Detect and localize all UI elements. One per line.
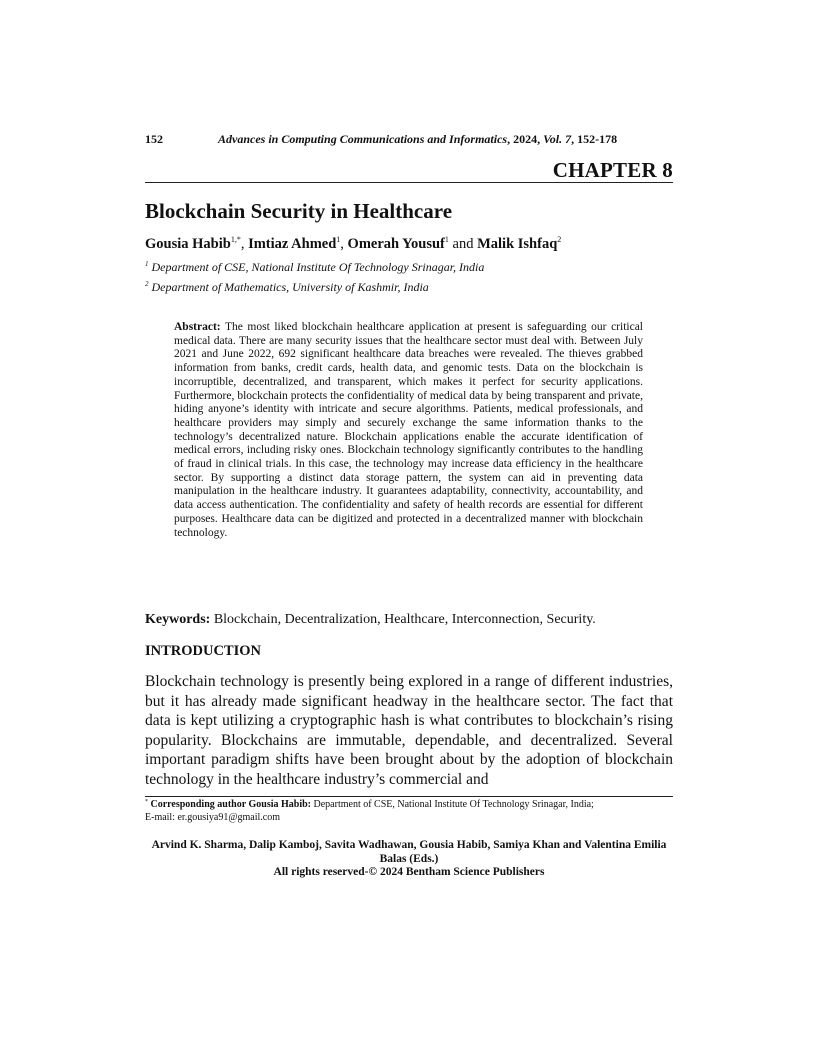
section-heading: INTRODUCTION: [145, 643, 262, 659]
journal-citation: [218, 132, 617, 147]
affiliation-marker: 1: [145, 260, 149, 268]
keywords: [145, 612, 673, 628]
keywords-text: Blockchain, Decentralization, Healthcare, Interconnection, Security.: [213, 612, 596, 627]
author-name: Imtiaz Ahmed: [248, 236, 337, 252]
copyright-line: All rights reserved-© 2024 Bentham Science Publishers: [273, 866, 545, 878]
author-name: Gousia Habib: [145, 236, 231, 252]
affiliation-text: Department of Mathematics, University of Kashmir, India: [151, 280, 429, 294]
footnote-email: E-mail: er.gousiya91@gmail.com: [145, 811, 281, 823]
abstract-text: The most liked blockchain healthcare application at present is safeguarding our critical medical data. There are many security issues that the healthcare sector must deal with. Between July 2021 and June 2022, 692 significant healthcare data breaches were revealed. The thieves grabbed information from banks, credit cards, health data, and genomic tests. Data on the blockchain is incorruptible, decentralized, and transparent, which makes it perfect for security applications. Furthermore, blockchain protects the confidentiality of medical data by being transparent and private, hiding anyone’s identity with intricate and secure algorithms. Patients, medical professionals, and healthcare providers may simply and securely exchange the same information thanks to the technology’s decentralized nature. Blockchain applications enable the accurate identification of medical errors, including risky ones. Blockchain technology significantly contributes to the handling of fraud in clinical trials. In this case, the technology may increase data efficiency in the healthcare sector. By supporting a distinct data storage pattern, the system can aid in preventing data manipulation in the healthcare industry. It guarantees adaptability, connectivity, accountability, and data access authentication. The confidentiality and safety of health records are essential for different purposes. Healthcare data can be digitized and protected in a decentralized manner with blockchain technology.: [174, 321, 643, 539]
affiliation-text: Department of CSE, National Institute Of Technology Srinagar, India: [151, 260, 485, 274]
author-name: Malik Ishfaq: [477, 236, 558, 252]
author-separator: ,: [340, 236, 348, 252]
author-list: [145, 236, 561, 253]
journal-pages: , 152-178: [571, 132, 618, 146]
author-affil-marker: 1: [444, 235, 449, 244]
chapter-divider: [145, 182, 673, 183]
affiliation: [145, 260, 484, 275]
journal-volume: Vol. 7: [543, 132, 572, 146]
chapter-label: CHAPTER 8: [552, 158, 673, 182]
abstract-label: Abstract:: [174, 321, 221, 333]
author-separator: and: [448, 236, 478, 252]
footnote-label: Corresponding author Gousia Habib:: [150, 799, 312, 810]
footnote-divider: [145, 796, 673, 797]
introduction-paragraph: Blockchain technology is presently being explored in a range of different industries, but it has already made significant headway in the healthcare sector. The fact that data is kept utilizing a cryptographic hash is what contributes to blockchain’s rising popularity. Blockchains are immutable, dependable, and decentralized. Several important paradigm shifts have been brought about by the adoption of blockchain technology in the healthcare industry’s commercial and: [145, 673, 673, 788]
chapter-title: Blockchain Security in Healthcare: [145, 199, 453, 223]
author-separator: ,: [240, 236, 249, 252]
author-name: Omerah Yousuf: [347, 236, 445, 252]
footnote: [145, 799, 673, 824]
editors-block: [145, 839, 673, 880]
editors-names: Arvind K. Sharma, Dalip Kamboj, Savita Wadhawan, Gousia Habib, Samiya Khan and Valentina Emilia Balas (Eds.): [151, 839, 667, 865]
keywords-label: Keywords:: [145, 612, 211, 627]
affiliation: [145, 280, 429, 295]
author-affil-marker: 2: [557, 235, 562, 244]
journal-year: , 2024,: [507, 132, 544, 146]
author-affil-marker: 1: [336, 235, 341, 244]
page-number: 152: [145, 132, 163, 146]
footnote-marker: *: [145, 799, 148, 805]
journal-name: Advances in Computing Communications and Informatics: [218, 132, 508, 146]
footnote-text: Department of CSE, National Institute Of Technology Srinagar, India;: [313, 799, 594, 810]
author-affil-marker: 1,*: [230, 235, 241, 244]
affiliation-marker: 2: [145, 280, 149, 288]
abstract: [174, 321, 643, 540]
